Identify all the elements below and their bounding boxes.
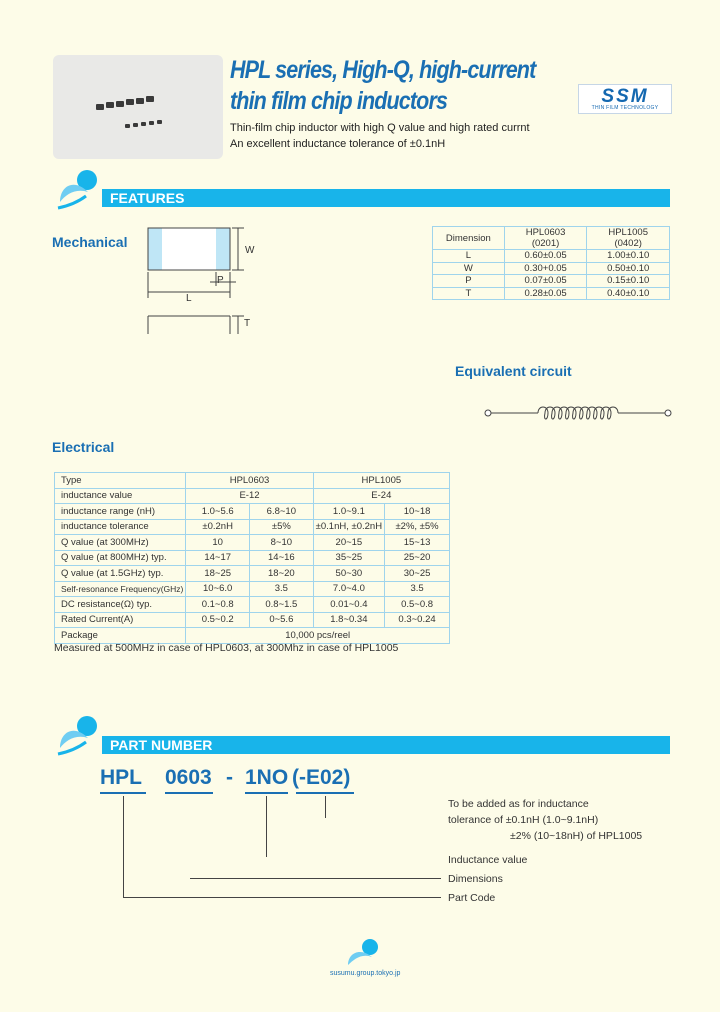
table-row: inductance range (nH) 1.0~5.6 6.8~10 1.0~9.1 10~18 — [55, 504, 450, 520]
chip-image — [157, 120, 162, 124]
footer-url: susumu.group.tokyo.jp — [330, 970, 401, 977]
mechanical-drawing — [140, 222, 270, 340]
part-segment-series: HPL — [100, 766, 142, 789]
page-title — [230, 55, 535, 117]
drawing-label-p: P — [217, 275, 224, 286]
chip-image — [146, 96, 154, 102]
leader-line — [266, 796, 267, 857]
leader-line — [190, 878, 441, 879]
title-line-2: thin film chip inductors — [230, 87, 448, 115]
table-row: W 0.30+0.05 0.50±0.10 — [433, 262, 670, 275]
chip-image — [133, 123, 138, 127]
chip-image — [116, 101, 124, 107]
table-row: Q value (at 300MHz) 10 8~10 20~15 15~13 — [55, 535, 450, 551]
dimensions-note: Dimensions — [448, 873, 503, 885]
dim-header-cell: HPL0603 (0201) — [504, 227, 587, 250]
electrical-footnote: Measured at 500MHz in case of HPL0603, at 300Mhz in case of HPL1005 — [54, 642, 399, 654]
table-row: P 0.07±0.05 0.15±0.10 — [433, 275, 670, 288]
table-row: Package 10,000 pcs/reel — [55, 628, 450, 644]
part-code-note: Part Code — [448, 892, 496, 904]
dim-header-cell: HPL1005 (0402) — [587, 227, 670, 250]
title-line-1: HPL series, High-Q, high-current — [230, 56, 536, 84]
chip-image — [149, 121, 154, 125]
leader-line — [123, 796, 124, 897]
table-row: DC resistance(Ω) typ. 0.1~0.8 0.8~1.5 0.01~0.4 0.5~0.8 — [55, 597, 450, 613]
table-row: Rated Current(A) 0.5~0.2 0~5.6 1.8~0.34 0.3~0.24 — [55, 612, 450, 628]
table-row: Type HPL0603 HPL1005 — [55, 473, 450, 489]
chip-image — [136, 98, 144, 104]
tolerance-note-line-1: To be added as for inductance — [448, 798, 589, 810]
drawing-label-w: W — [245, 245, 255, 256]
part-segment-dash: - — [226, 766, 233, 789]
description-line-2: An excellent inductance tolerance of ±0.1nH — [230, 138, 446, 150]
company-logo — [578, 84, 672, 114]
section-swirl-icon — [54, 712, 102, 758]
drawing-label-l: L — [186, 293, 192, 304]
chip-image — [106, 102, 114, 108]
inductance-value-note: Inductance value — [448, 854, 528, 866]
footer-logo-icon — [344, 937, 384, 971]
electrical-label: Electrical — [52, 439, 115, 455]
table-row: Q value (at 800MHz) typ. 14~17 14~16 35~25 25~20 — [55, 550, 450, 566]
table-row: inductance tolerance ±0.2nH ±5% ±0.1nH, ±0.2nH ±2%, ±5% — [55, 519, 450, 535]
underline — [245, 792, 288, 794]
part-segment-tolerance: (-E02) — [292, 766, 351, 789]
table-row: T 0.28±0.05 0.40±0.10 — [433, 287, 670, 300]
table-row: Q value (at 1.5GHz) typ. 18~25 18~20 50~30 30~25 — [55, 566, 450, 582]
chip-image — [141, 122, 146, 126]
underline — [165, 792, 213, 794]
table-row: inductance value E-12 E-24 — [55, 488, 450, 504]
part-number-heading: PART NUMBER — [102, 736, 670, 754]
dimension-table — [432, 226, 670, 300]
leader-line — [123, 897, 441, 898]
logo-tagline: THIN FILM TECHNOLOGY — [591, 105, 659, 111]
drawing-label-t: T — [244, 318, 251, 329]
dim-header-cell: Dimension — [433, 227, 505, 250]
table-row: L 0.60±0.05 1.00±0.10 — [433, 250, 670, 263]
leader-line — [325, 796, 326, 818]
mechanical-label: Mechanical — [52, 234, 128, 250]
table-row: Self-resonance Frequency(GHz) 10~6.0 3.5 7.0~4.0 3.5 — [55, 581, 450, 597]
logo-brand: SSM — [601, 86, 649, 107]
underline — [100, 792, 146, 794]
electrical-table — [54, 472, 450, 644]
description-line-1: Thin-film chip inductor with high Q value and high rated currnt — [230, 122, 530, 134]
chip-image — [125, 124, 130, 128]
tolerance-note-line-3: ±2% (10~18nH) of HPL1005 — [510, 830, 643, 842]
underline — [296, 792, 354, 794]
chip-image — [96, 104, 104, 110]
features-heading: FEATURES — [102, 189, 670, 207]
inductor-symbol-icon — [482, 402, 674, 424]
part-segment-size: 0603 — [165, 766, 212, 789]
equivalent-circuit-label: Equivalent circuit — [455, 363, 572, 379]
tolerance-note-line-2: tolerance of ±0.1nH (1.0~9.1nH) — [448, 814, 599, 826]
section-swirl-icon — [54, 166, 102, 212]
chip-image — [126, 99, 134, 105]
product-photo — [53, 55, 223, 159]
part-segment-inductance: 1NO — [245, 766, 289, 789]
